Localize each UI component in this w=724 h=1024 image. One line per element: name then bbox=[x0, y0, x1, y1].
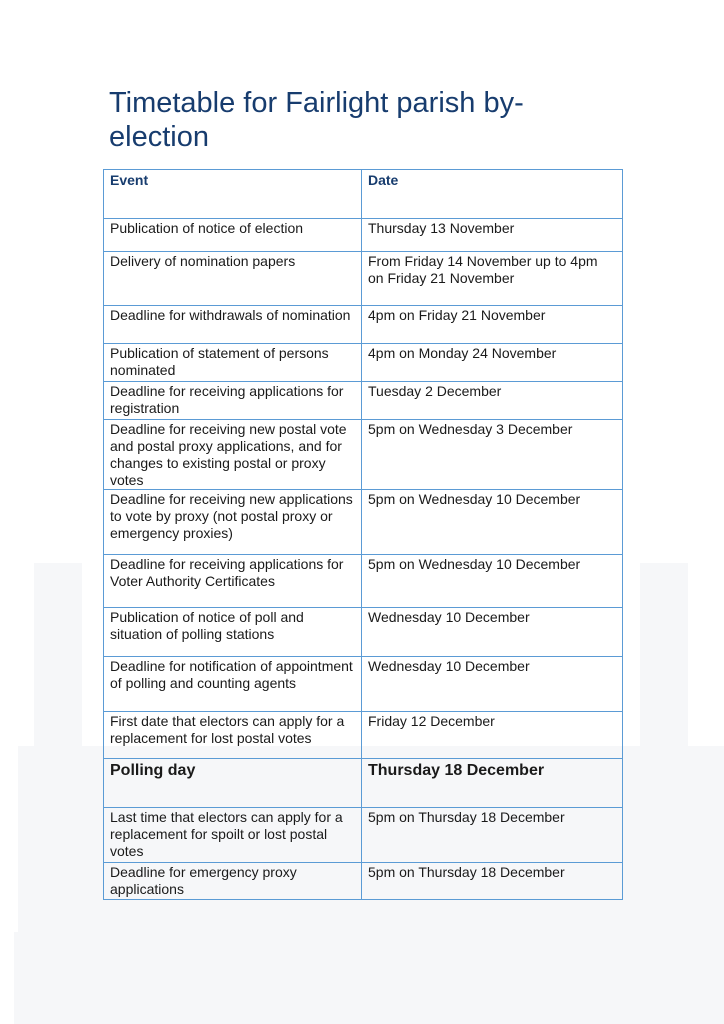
date-cell: 4pm on Monday 24 November bbox=[362, 344, 623, 382]
event-cell: Publication of notice of election bbox=[104, 219, 362, 252]
date-cell: 5pm on Wednesday 10 December bbox=[362, 555, 623, 608]
table-row bbox=[104, 863, 623, 900]
event-cell: Deadline for receiving applications for registration bbox=[104, 382, 362, 420]
date-cell: From Friday 14 November up to 4pm on Friday 21 November bbox=[362, 252, 623, 306]
header-date: Date bbox=[362, 170, 623, 219]
date-cell: Thursday 18 December bbox=[362, 759, 623, 808]
event-cell: Deadline for receiving new applications to vote by proxy (not postal proxy or emergency proxies) bbox=[104, 490, 362, 555]
date-cell: Wednesday 10 December bbox=[362, 608, 623, 657]
watermark-shape bbox=[640, 563, 688, 753]
table-row bbox=[104, 344, 623, 382]
date-cell: Tuesday 2 December bbox=[362, 382, 623, 420]
event-cell: Deadline for notification of appointment of polling and counting agents bbox=[104, 657, 362, 712]
table-row bbox=[104, 252, 623, 306]
table-row bbox=[104, 555, 623, 608]
event-cell: Delivery of nomination papers bbox=[104, 252, 362, 306]
event-cell: Deadline for receiving new postal vote and postal proxy applications, and for changes to existing postal or proxy votes bbox=[104, 420, 362, 490]
table-row bbox=[104, 490, 623, 555]
table-row bbox=[104, 382, 623, 420]
watermark-shape bbox=[34, 563, 82, 753]
header-event: Event bbox=[104, 170, 362, 219]
event-cell: Deadline for receiving applications for Voter Authority Certificates bbox=[104, 555, 362, 608]
table-row bbox=[104, 657, 623, 712]
timetable bbox=[103, 169, 623, 900]
date-cell: 5pm on Thursday 18 December bbox=[362, 808, 623, 863]
watermark-shape bbox=[14, 932, 724, 1024]
date-cell: 5pm on Wednesday 3 December bbox=[362, 420, 623, 490]
table-row-polling-day bbox=[104, 759, 623, 808]
date-cell: 4pm on Friday 21 November bbox=[362, 306, 623, 344]
table-row bbox=[104, 306, 623, 344]
event-cell: Publication of notice of poll and situation of polling stations bbox=[104, 608, 362, 657]
date-cell: 5pm on Thursday 18 December bbox=[362, 863, 623, 900]
table-row bbox=[104, 219, 623, 252]
event-cell: Polling day bbox=[104, 759, 362, 808]
table-header-row bbox=[104, 170, 623, 219]
table-row bbox=[104, 808, 623, 863]
page-title: Timetable for Fairlight parish by-election bbox=[109, 87, 524, 153]
table-row bbox=[104, 420, 623, 490]
date-cell: 5pm on Wednesday 10 December bbox=[362, 490, 623, 555]
table-row bbox=[104, 608, 623, 657]
event-cell: Last time that electors can apply for a replacement for spoilt or lost postal votes bbox=[104, 808, 362, 863]
date-cell: Wednesday 10 December bbox=[362, 657, 623, 712]
date-cell: Friday 12 December bbox=[362, 712, 623, 759]
date-cell: Thursday 13 November bbox=[362, 219, 623, 252]
event-cell: First date that electors can apply for a replacement for lost postal votes bbox=[104, 712, 362, 759]
event-cell: Deadline for withdrawals of nomination bbox=[104, 306, 362, 344]
event-cell: Deadline for emergency proxy applications bbox=[104, 863, 362, 900]
event-cell: Publication of statement of persons nominated bbox=[104, 344, 362, 382]
table-row bbox=[104, 712, 623, 759]
